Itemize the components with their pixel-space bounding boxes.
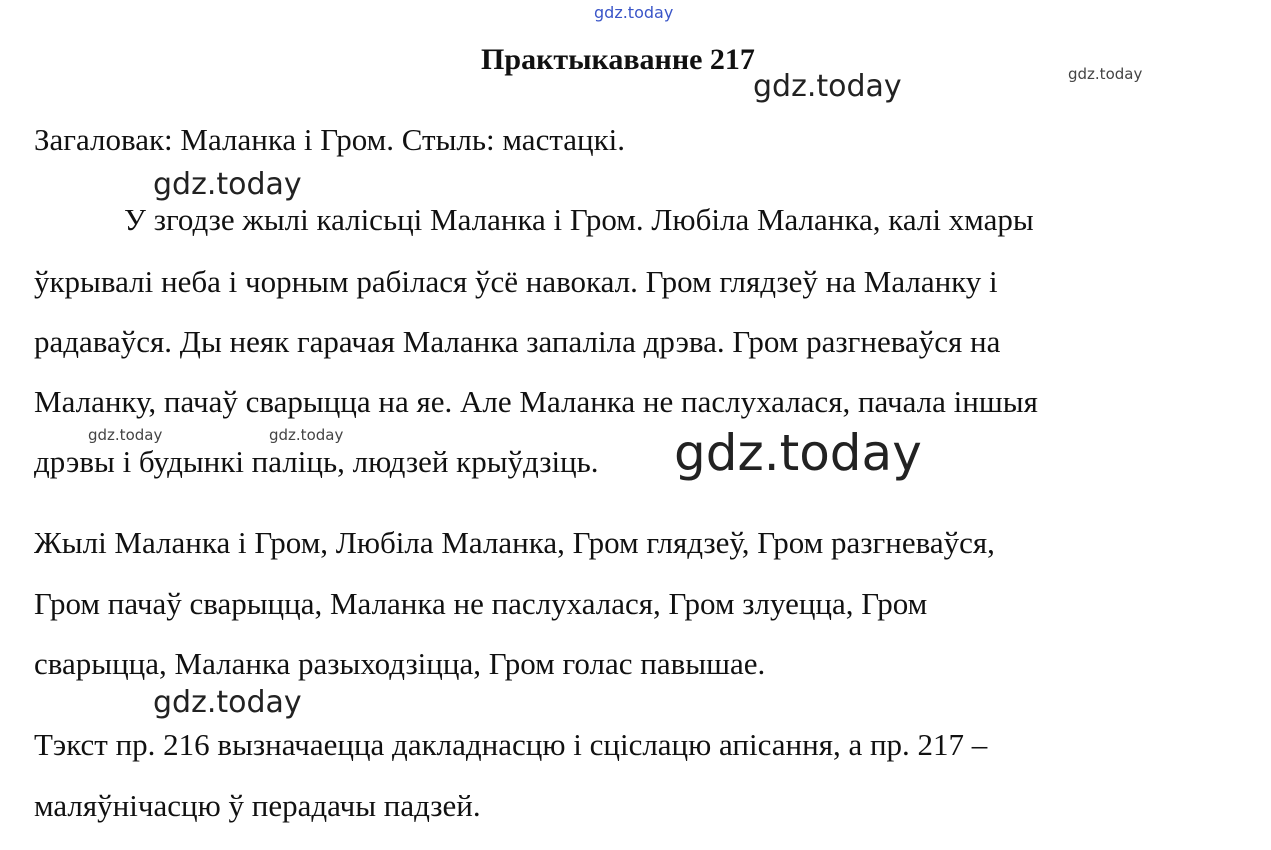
watermark: gdz.today	[753, 69, 902, 104]
watermark: gdz.today	[269, 426, 344, 444]
watermark: gdz.today	[88, 426, 163, 444]
text-line: Маланку, пачаў сварыцца на яе. Але Маланка не паслухалася, пачала іншыя	[34, 384, 1038, 419]
text-line: дрэвы і будынкі паліць, людзей крыўдзіць.	[34, 444, 599, 479]
watermark: gdz.today	[594, 3, 674, 22]
watermark: gdz.today	[1068, 65, 1143, 83]
header-line: Загаловак: Маланка і Гром. Стыль: мастацкі.	[34, 122, 626, 157]
watermark: gdz.today	[674, 424, 922, 482]
text-line: Тэкст пр. 216 вызначаецца дакладнасцю і сціслацю апісання, а пр. 217 –	[34, 727, 988, 762]
text-line: сварыцца, Маланка разыходзіцца, Гром голас павышае.	[34, 646, 766, 681]
watermark: gdz.today	[153, 685, 302, 720]
text-line: Гром пачаў сварыцца, Маланка не паслухалася, Гром злуецца, Гром	[34, 586, 928, 621]
page-title: Практыкаванне 217	[481, 43, 755, 76]
text-line: У згодзе жылі калісьці Маланка і Гром. Любіла Маланка, калі хмары	[124, 202, 1034, 237]
watermark: gdz.today	[153, 167, 302, 202]
text-line: радаваўся. Ды неяк гарачая Маланка запаліла дрэва. Гром разгневаўся на	[34, 324, 1001, 359]
text-line: маляўнічасцю ў перадачы падзей.	[34, 788, 481, 823]
text-line: Жылі Маланка і Гром, Любіла Маланка, Гром глядзеў, Гром разгневаўся,	[34, 525, 995, 560]
text-line: ўкрывалі неба і чорным рабілася ўсё навокал. Гром глядзеў на Маланку і	[34, 264, 998, 299]
